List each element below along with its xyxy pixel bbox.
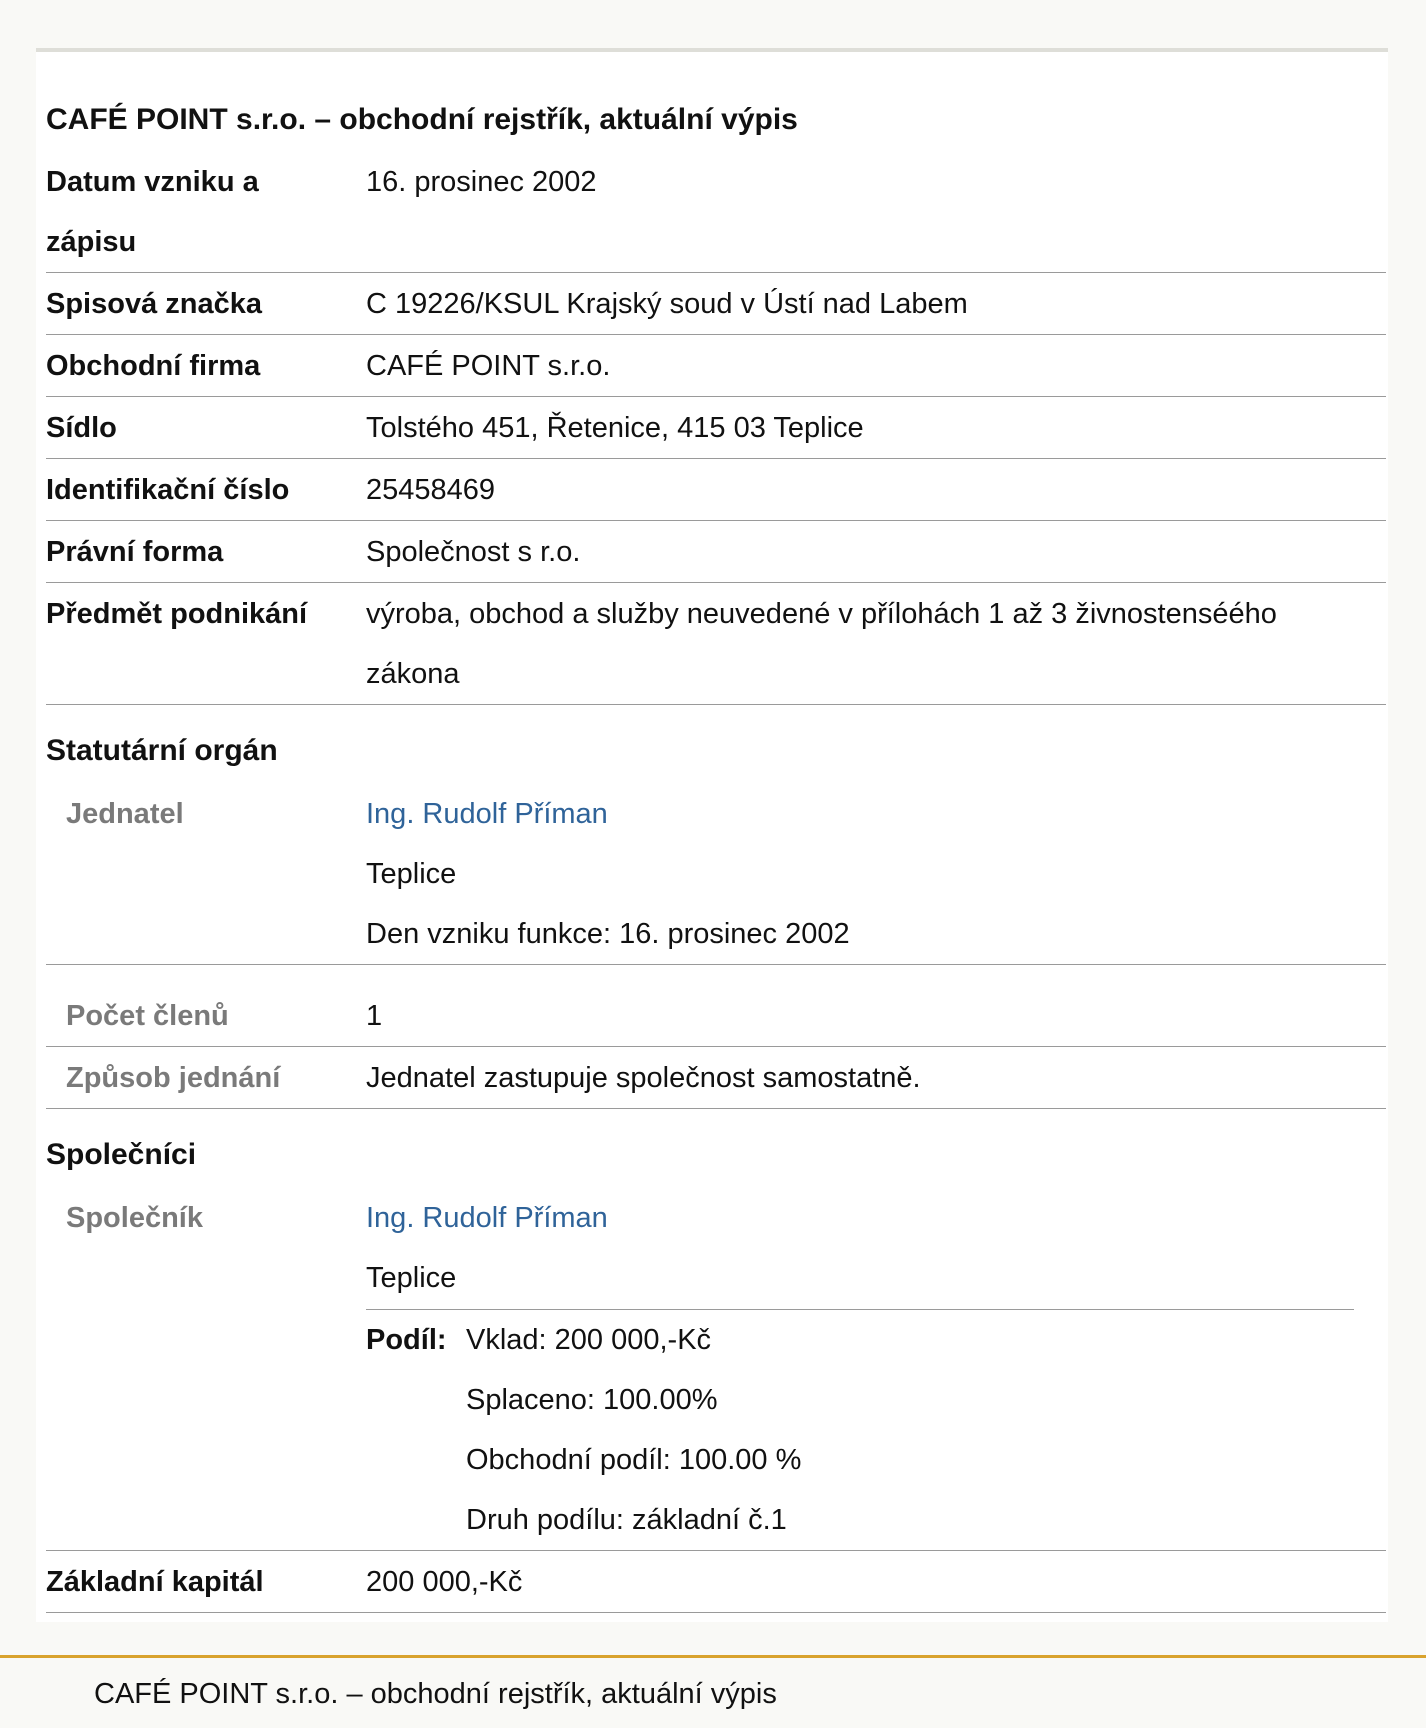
row-label: Způsob jednání (66, 1062, 281, 1094)
row-predmet-podnikani (46, 584, 1386, 705)
row-label: Identifikační číslo (46, 474, 290, 506)
row-label: Předmět podnikání (46, 598, 308, 630)
druh-podilu: Druh podílu: základní č.1 (466, 1504, 787, 1536)
row-value: Společnost s r.o. (366, 536, 581, 568)
obchodni-podil: Obchodní podíl: 100.00 % (466, 1444, 802, 1476)
row-pocet-clenu (46, 986, 1386, 1047)
row-label: Právní forma (46, 536, 224, 568)
row-label: Datum vzniku a zápisu (46, 166, 259, 258)
row-zpusob-jednani (46, 1048, 1386, 1109)
row-value: C 19226/KSUL Krajský soud v Ústí nad Labem (366, 288, 968, 320)
row-zakladni-kapital (46, 1552, 1386, 1613)
row-label: Základní kapitál (46, 1566, 264, 1598)
row-value (366, 1188, 1376, 1308)
row-datum-vzniku (46, 152, 1386, 273)
row-value (366, 784, 1376, 964)
row-spisova-znacka (46, 274, 1386, 335)
row-value: CAFÉ POINT s.r.o. (366, 350, 611, 382)
row-value: 1 (366, 1000, 383, 1032)
row-value: Jednatel zastupuje společnost samostatně. (366, 1062, 921, 1094)
row-label: Počet členů (66, 1000, 229, 1032)
vklad: Vklad: 200 000,-Kč (466, 1324, 712, 1356)
row-label: Obchodní firma (46, 350, 261, 382)
row-jednatel (46, 784, 1386, 965)
row-value: 16. prosinec 2002 (366, 166, 597, 198)
footer-text: CAFÉ POINT s.r.o. – obchodní rejstřík, aktuální výpis (94, 1678, 777, 1710)
section-heading-statutarni-organ: Statutární orgán (46, 734, 278, 767)
person-city: Teplice (366, 858, 457, 890)
podil-details (466, 1310, 801, 1550)
page-title: CAFÉ POINT s.r.o. – obchodní rejstřík, aktuální výpis (46, 103, 798, 136)
podil-label: Podíl: (366, 1324, 447, 1356)
row-sidlo (46, 398, 1386, 459)
row-label: Sídlo (46, 412, 117, 444)
row-label: Společník (66, 1202, 203, 1234)
row-value: 25458469 (366, 474, 496, 506)
section-heading-spolecnici: Společníci (46, 1138, 197, 1171)
person-link[interactable]: Ing. Rudolf Příman (366, 798, 608, 830)
person-link[interactable]: Ing. Rudolf Příman (366, 1202, 608, 1234)
row-identifikacni-cislo (46, 460, 1386, 521)
row-obchodni-firma (46, 336, 1386, 397)
row-value: výroba, obchod a služby neuvedené v přílohách 1 až 3 živnostenséého zákona (366, 598, 1277, 690)
row-value: 200 000,-Kč (366, 1566, 523, 1598)
footer-divider (0, 1655, 1426, 1658)
row-label: Spisová značka (46, 288, 262, 320)
person-city: Teplice (366, 1262, 457, 1294)
function-since: Den vzniku funkce: 16. prosinec 2002 (366, 918, 850, 950)
row-label: Jednatel (66, 798, 184, 830)
row-pravni-forma (46, 522, 1386, 583)
splaceno: Splaceno: 100.00% (466, 1384, 718, 1416)
row-value: Tolstého 451, Řetenice, 415 03 Teplice (366, 412, 864, 444)
